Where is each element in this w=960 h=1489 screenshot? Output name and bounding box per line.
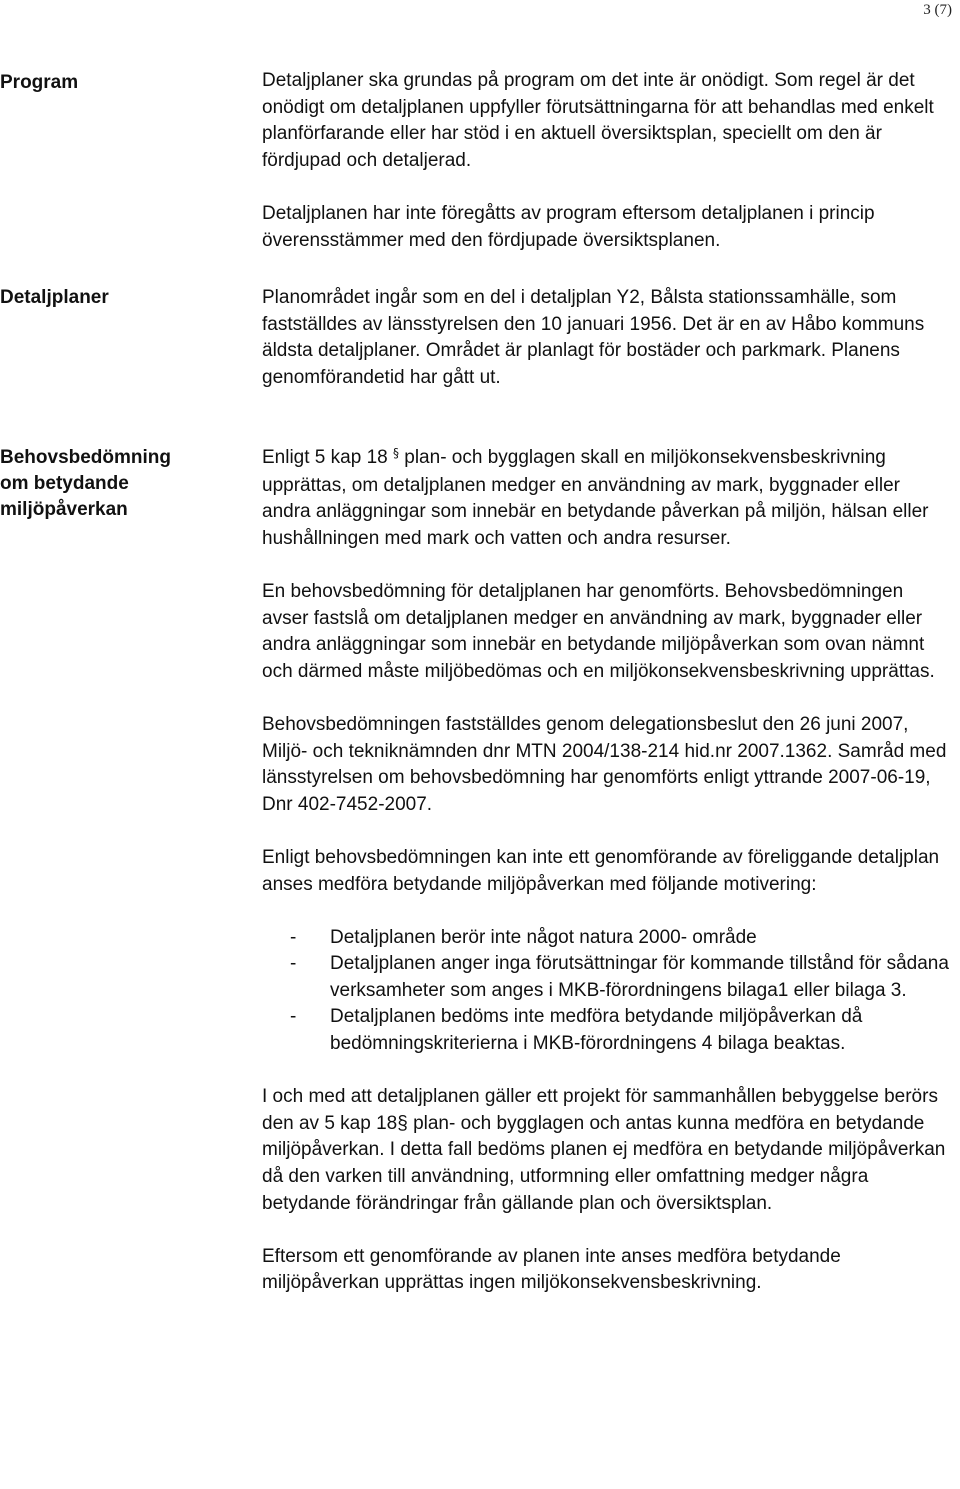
behov-p1-rest: plan- och bygglagen skall en miljökonsekvensbeskrivning upprättas, om detaljplanen medger en användning av mark, byggnader eller andra anläggningar som innebär en betydande påverkan på miljön, hälsan eller hushållningen med mark och vatten och andra resurser. xyxy=(262,447,929,549)
heading-behov-line-1: Behovsbedömning xyxy=(0,447,172,468)
behov-paragraph-1 xyxy=(262,445,952,552)
behov-paragraph-3: Behovsbedömningen fastställdes genom delegationsbeslut den 26 juni 2007, Miljö- och tekniknämnden dnr MTN 2004/138-214 hid.nr 2007.1362. Samråd med länsstyrelsen om behovsbedömning har genomförts enligt yttrande 2007-06-19, Dnr 402-7452-2007. xyxy=(262,713,947,815)
list-item xyxy=(262,925,952,952)
list-item-text: Detaljplanen bedöms inte medföra betydande miljöpåverkan då bedömningskriterierna i MKB-förordningens 4 bilaga beaktas. xyxy=(330,1006,863,1055)
behov-paragraph-6: Eftersom ett genomförande av planen inte anses medföra betydande miljöpåverkan upprättas ingen miljökonsekvensbeskrivning. xyxy=(262,1245,841,1294)
heading-behov-line-2: om betydande xyxy=(0,473,129,494)
list-item-text: Detaljplanen berör inte något natura 2000- område xyxy=(330,926,757,948)
list-item xyxy=(262,1004,952,1057)
heading-detaljplaner: Detaljplaner xyxy=(0,287,109,308)
motivation-list xyxy=(262,925,952,1058)
page-number: 3 (7) xyxy=(923,2,952,18)
list-dash: - xyxy=(290,1006,297,1028)
list-dash: - xyxy=(290,953,297,975)
behov-paragraph-4: Enligt behovsbedömningen kan inte ett genomförande av föreliggande detaljplan anses medföra betydande miljöpåverkan med följande motivering: xyxy=(262,846,940,895)
heading-behov-line-3: miljöpåverkan xyxy=(0,499,128,520)
list-item xyxy=(262,951,952,1004)
heading-program: Program xyxy=(0,72,79,93)
list-item-text: Detaljplanen anger inga förutsättningar för kommande tillstånd för sådana verksamheter som anges i MKB-förordningens bilaga1 eller bilaga 3. xyxy=(330,953,949,1001)
behov-paragraph-2: En behovsbedömning för detaljplanen har genomförts. Behovsbedömningen avser fastslå om detaljplanen medger en användning av mark, byggnader eller andra anläggningar som innebär en betydande miljöpåverkan som ovan nämnt och därmed måste miljöbedömas och en miljökonsekvensbeskrivning upprättas. xyxy=(262,580,935,682)
program-paragraph-2: Detaljplanen har inte föregåtts av program eftersom detaljplanen i princip överensstämmer med den fördjupade översiktsplanen. xyxy=(262,202,875,251)
section-behov-body xyxy=(262,445,952,1297)
heading-behovsbedomning xyxy=(0,445,240,523)
program-paragraph-1: Detaljplaner ska grundas på program om det inte är onödigt. Som regel är det onödigt om detaljplanen uppfyller förutsättningarna för att behandlas med enkelt planförfarande eller har stöd i en aktuell översiktsplan, speciellt om den är fördjupad och detaljerad. xyxy=(262,70,934,171)
detaljplaner-paragraph-1: Planområdet ingår som en del i detaljplan Y2, Bålsta stationssamhälle, som fastställdes av länsstyrelsen den 10 januari 1956. Det är en av Håbo kommuns äldsta detaljplaner. Området är planlagt för bostäder och parkmark. Planens genomförandetid har gått ut. xyxy=(262,287,925,388)
section-detaljplaner-body xyxy=(262,285,952,391)
section-program-body xyxy=(262,68,952,254)
section-mark: § xyxy=(392,446,399,460)
list-dash: - xyxy=(290,926,297,948)
behov-p1-start: Enligt 5 kap 18 xyxy=(262,447,388,468)
behov-paragraph-5: I och med att detaljplanen gäller ett projekt för sammanhållen bebyggelse berörs den av 5 kap 18§ plan- och bygglagen och antas kunna medföra en betydande miljöpåverkan. I detta fall bedöms planen ej medföra en betydande miljöpåverkan då den varken till användning, utformning eller omfattning medger några betydande förändringar från gällande plan och översiktsplan. xyxy=(262,1086,946,1214)
